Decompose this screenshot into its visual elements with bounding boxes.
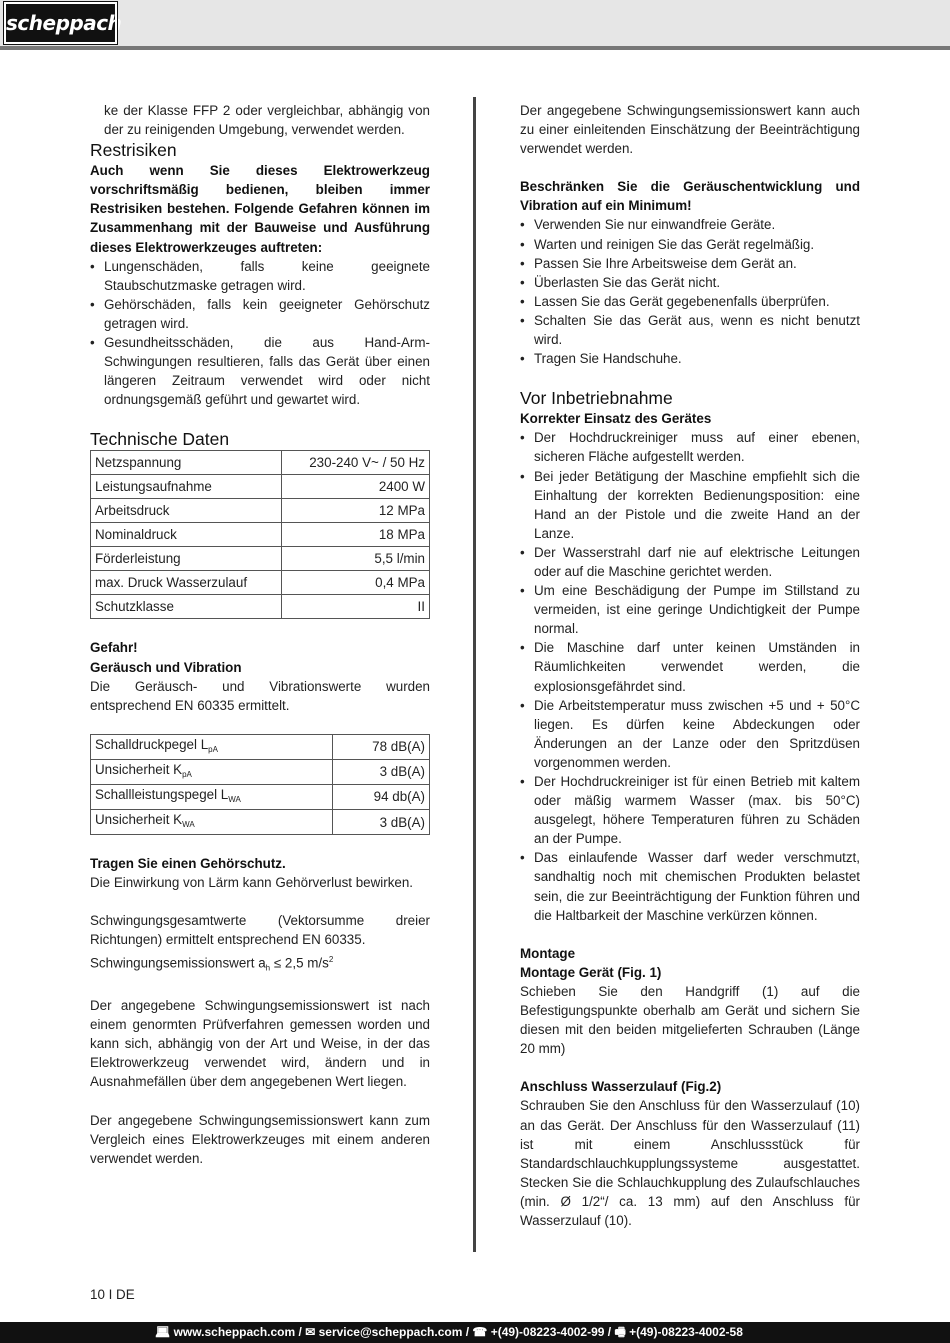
intro-text: ke der Klasse FFP 2 oder vergleichbar, abhängig von der zu reinigenden Umgebung, verwendet werden. [104,103,430,138]
list-item: • Der Hochdruckreiniger muss auf einer ebenen, sicheren Fläche aufgestellt werden. [520,428,860,466]
vor-inbetriebnahme-heading: Vor Inbetriebnahme [520,388,673,409]
table-cell-value: 12 MPa [282,499,430,523]
table-cell-value: 2400 W [282,475,430,499]
page-header [0,0,950,46]
list-item: • Überlasten Sie das Gerät nicht. [520,273,860,292]
table-row [91,451,430,475]
left-column [90,101,430,1168]
table-cell-label: Schallleistungspegel $L_{WA}$ [91,784,333,809]
scheppach-logo: scheppach [4,2,117,44]
table-cell-label: Schalldruckpegel $L_{pA}$ [91,734,333,759]
noise-table [90,734,430,835]
vibration-value: Schwingungsemissionswert $a_h \le 2,5$ $m/s^2$ [90,954,334,972]
table-cell-value: 94 db(A) [333,784,430,809]
table-cell-label: Förderleistung [91,547,282,571]
table-cell-label: Nominaldruck [91,523,282,547]
fax-number: +(49)-08223-4002-58 [629,1325,743,1339]
table-cell-value: 230-240 V~ / 50 Hz [282,451,430,475]
korrekt-list [520,428,860,924]
vibration-paragraph: Der angegebene Schwingungsemissionswert kann zum Vergleich eines Elektrowerkzeuges mit einem anderen verwendet werden. [90,1112,430,1166]
restrisiken-heading: Restrisiken [90,140,177,161]
table-cell-value: 18 MPa [282,523,430,547]
table-row [91,784,430,809]
table-cell-value: 0,4 MPa [282,571,430,595]
table-cell-label: max. Druck Wasserzulauf [91,571,282,595]
risk-list [90,257,430,410]
table-cell-value: 78 dB(A) [333,734,430,759]
list-item: • Warten und reinigen Sie das Gerät regelmäßig. [520,235,860,254]
montage-subheading: Montage Gerät (Fig. 1) [520,964,662,980]
list-item: • Tragen Sie Handschuhe. [520,349,860,368]
table-cell-label: Unsicherheit $K_{WA}$ [91,810,333,835]
mail-icon: ✉︎ [305,1325,316,1339]
list-item: • Schalten Sie das Gerät aus, wenn es nicht benutzt wird. [520,311,860,349]
right-column [520,101,860,1230]
hearing-text: Die Einwirkung von Lärm kann Gehörverlust bewirken. [90,875,414,891]
list-item: • Um eine Beschädigung der Pumpe im Stillstand zu vermeiden, ist eine geringe Undichtigkeit der Pumpe normal. [520,581,860,638]
list-item: • Der Wasserstrahl darf nie auf elektrische Leitungen oder auf die Maschine gerichtet werden. [520,543,860,581]
table-cell-label: Unsicherheit $K_{pA}$ [91,759,333,784]
table-cell-label: Netzspannung [91,451,282,475]
tech-data-heading: Technische Daten [90,429,230,450]
table-row [91,499,430,523]
montage-heading: Montage [520,945,576,961]
column-divider [473,97,476,1252]
list-item: • Das einlaufende Wasser darf weder verschmutzt, sandhaltig noch mit chemischen Produkten belastet sein, die zur Beeinträchtigung der Funktion führen und die Haltbarkeit der Maschine verkürzen können. [520,848,860,924]
list-item: • Der Hochdruckreiniger ist für einen Betrieb mit kaltem oder mäßig warmem Wasser (max. bis 50°C) ausgelegt, höhere Temperaturen führen zu Schäden an der Pumpe. [520,772,860,848]
table-row [91,810,430,835]
table-cell-value: 5,5 l/min [282,547,430,571]
list-item: • Bei jeder Betätigung der Maschine empfiehlt sich die Einhaltung der korrekten Bedienungsposition: eine Hand an der Pistole und die zweite Hand an der Lanze. [520,467,860,543]
korrekt-heading: Korrekter Einsatz des Gerätes [520,411,712,427]
phone-number: +(49)-08223-4002-99 [490,1325,605,1339]
table-cell-value: 3 dB(A) [333,810,430,835]
list-item: • Gesundheitsschäden, die aus Hand-Arm- Schwingungen resultieren, falls das Gerät über einen längeren Zeitraum verwendet wird oder nicht ordnungsgemäß geführt und gewartet wird. [90,333,430,409]
danger-label: Gefahr! [90,640,138,656]
table-row [91,475,430,499]
montage-text: Schieben Sie den Handgriff (1) auf die Befestigungspunkte oberhalb am Gerät und sichern Sie diesen mit den beiden mitgelieferten Schrauben (Länge 20 mm) [520,983,860,1057]
table-row [91,734,430,759]
vibration-paragraph: Der angegebene Schwingungsemissionswert kann auch zu einer einleitenden Einschätzung der Beeinträchtigung verwendet werden. [520,103,860,157]
list-item: • Gehörschäden, falls kein geeigneter Gehörschutz getragen wird. [90,295,430,333]
header-rule [0,46,950,50]
list-item: • Die Maschine darf unter keinen Umständen in Räumlichkeiten verwendet werden, die explosionsgefährdet sind. [520,638,860,695]
limit-heading: Beschränken Sie die Geräuschentwicklung und Vibration auf ein Minimum! [520,179,860,214]
table-row [91,759,430,784]
vibration-text: Schwingungsgesamtwerte (Vektorsumme dreier Richtungen) ermittelt entsprechend EN 60335. [90,913,430,948]
restrisiken-lead: Auch wenn Sie dieses Elektrowerkzeug vorschriftsmäßig bedienen, bleiben immer Restrisiken bestehen. Folgende Gefahren können im Zusammenhang mit der Bauweise und Ausführung dieses Elektrowerkzeuges auftreten: [90,163,430,255]
list-item: • Die Arbeitstemperatur muss zwischen +5 und + 50°C liegen. Es dürfen keine Abdeckungen oder Änderungen an der Lanze oder den Spritzdüsen vorgenommen werden. [520,696,860,772]
table-row [91,547,430,571]
website-link[interactable]: www.scheppach.com [173,1325,296,1339]
anschluss-text: Schrauben Sie den Anschluss für den Wasserzulauf (10) an das Gerät. Der Anschluss für den Wasserzulauf (11) ist mit einem Anschlussstück für Standardschlauchkupplungssysteme ausgestattet. Stecken Sie die Schlauchkupplung des Zulaufschlauches (min. Ø 1/2“/ ca. 13 mm) auf den Anschluss für Wasserzulauf (10). [520,1098,860,1228]
list-item: • Lassen Sie das Gerät gegebenenfalls überprüfen. [520,292,860,311]
anschluss-heading: Anschluss Wasserzulauf (Fig.2) [520,1079,722,1095]
list-item: • Passen Sie Ihre Arbeitsweise dem Gerät an. [520,254,860,273]
noise-text: Die Geräusch- und Vibrationswerte wurden entsprechend EN 60335 ermittelt. [90,678,430,713]
email-link[interactable]: service@scheppach.com [318,1325,463,1339]
table-cell-label: Schutzklasse [91,595,282,619]
page-number: 10 I DE [90,1287,135,1302]
computer-icon: 💻︎ [155,1325,171,1339]
tech-data-table [90,450,430,619]
table-row [91,571,430,595]
table-row [91,595,430,619]
limit-list [520,215,860,368]
page-footer: 💻︎ www.scheppach.com / ✉︎ service@scheppach.com / ☎︎ +(49)-08223-4002-99 / 🖷︎ +(49)-08223-4002-58 [0,1322,950,1343]
table-cell-value: II [282,595,430,619]
hearing-heading: Tragen Sie einen Gehörschutz. [90,856,286,872]
phone-icon: ☎︎ [472,1325,488,1339]
table-cell-label: Leistungsaufnahme [91,475,282,499]
list-item: • Lungenschäden, falls keine geeignete Staubschutzmaske getragen wird. [90,257,430,295]
table-cell-value: 3 dB(A) [333,759,430,784]
vibration-paragraph: Der angegebene Schwingungsemissionswert ist nach einem genormten Prüfverfahren gemessen worden und kann sich, abhängig von der Art und Weise, in der das Elektrowerkzeug verwendet wird, ändern und in Ausnahmefällen über dem angegebenen Wert liegen. [90,998,430,1090]
list-item: • Verwenden Sie nur einwandfreie Geräte. [520,215,860,234]
table-row [91,523,430,547]
fax-icon: 🖷︎ [614,1325,626,1339]
table-cell-label: Arbeitsdruck [91,499,282,523]
noise-heading: Geräusch und Vibration [90,659,242,675]
